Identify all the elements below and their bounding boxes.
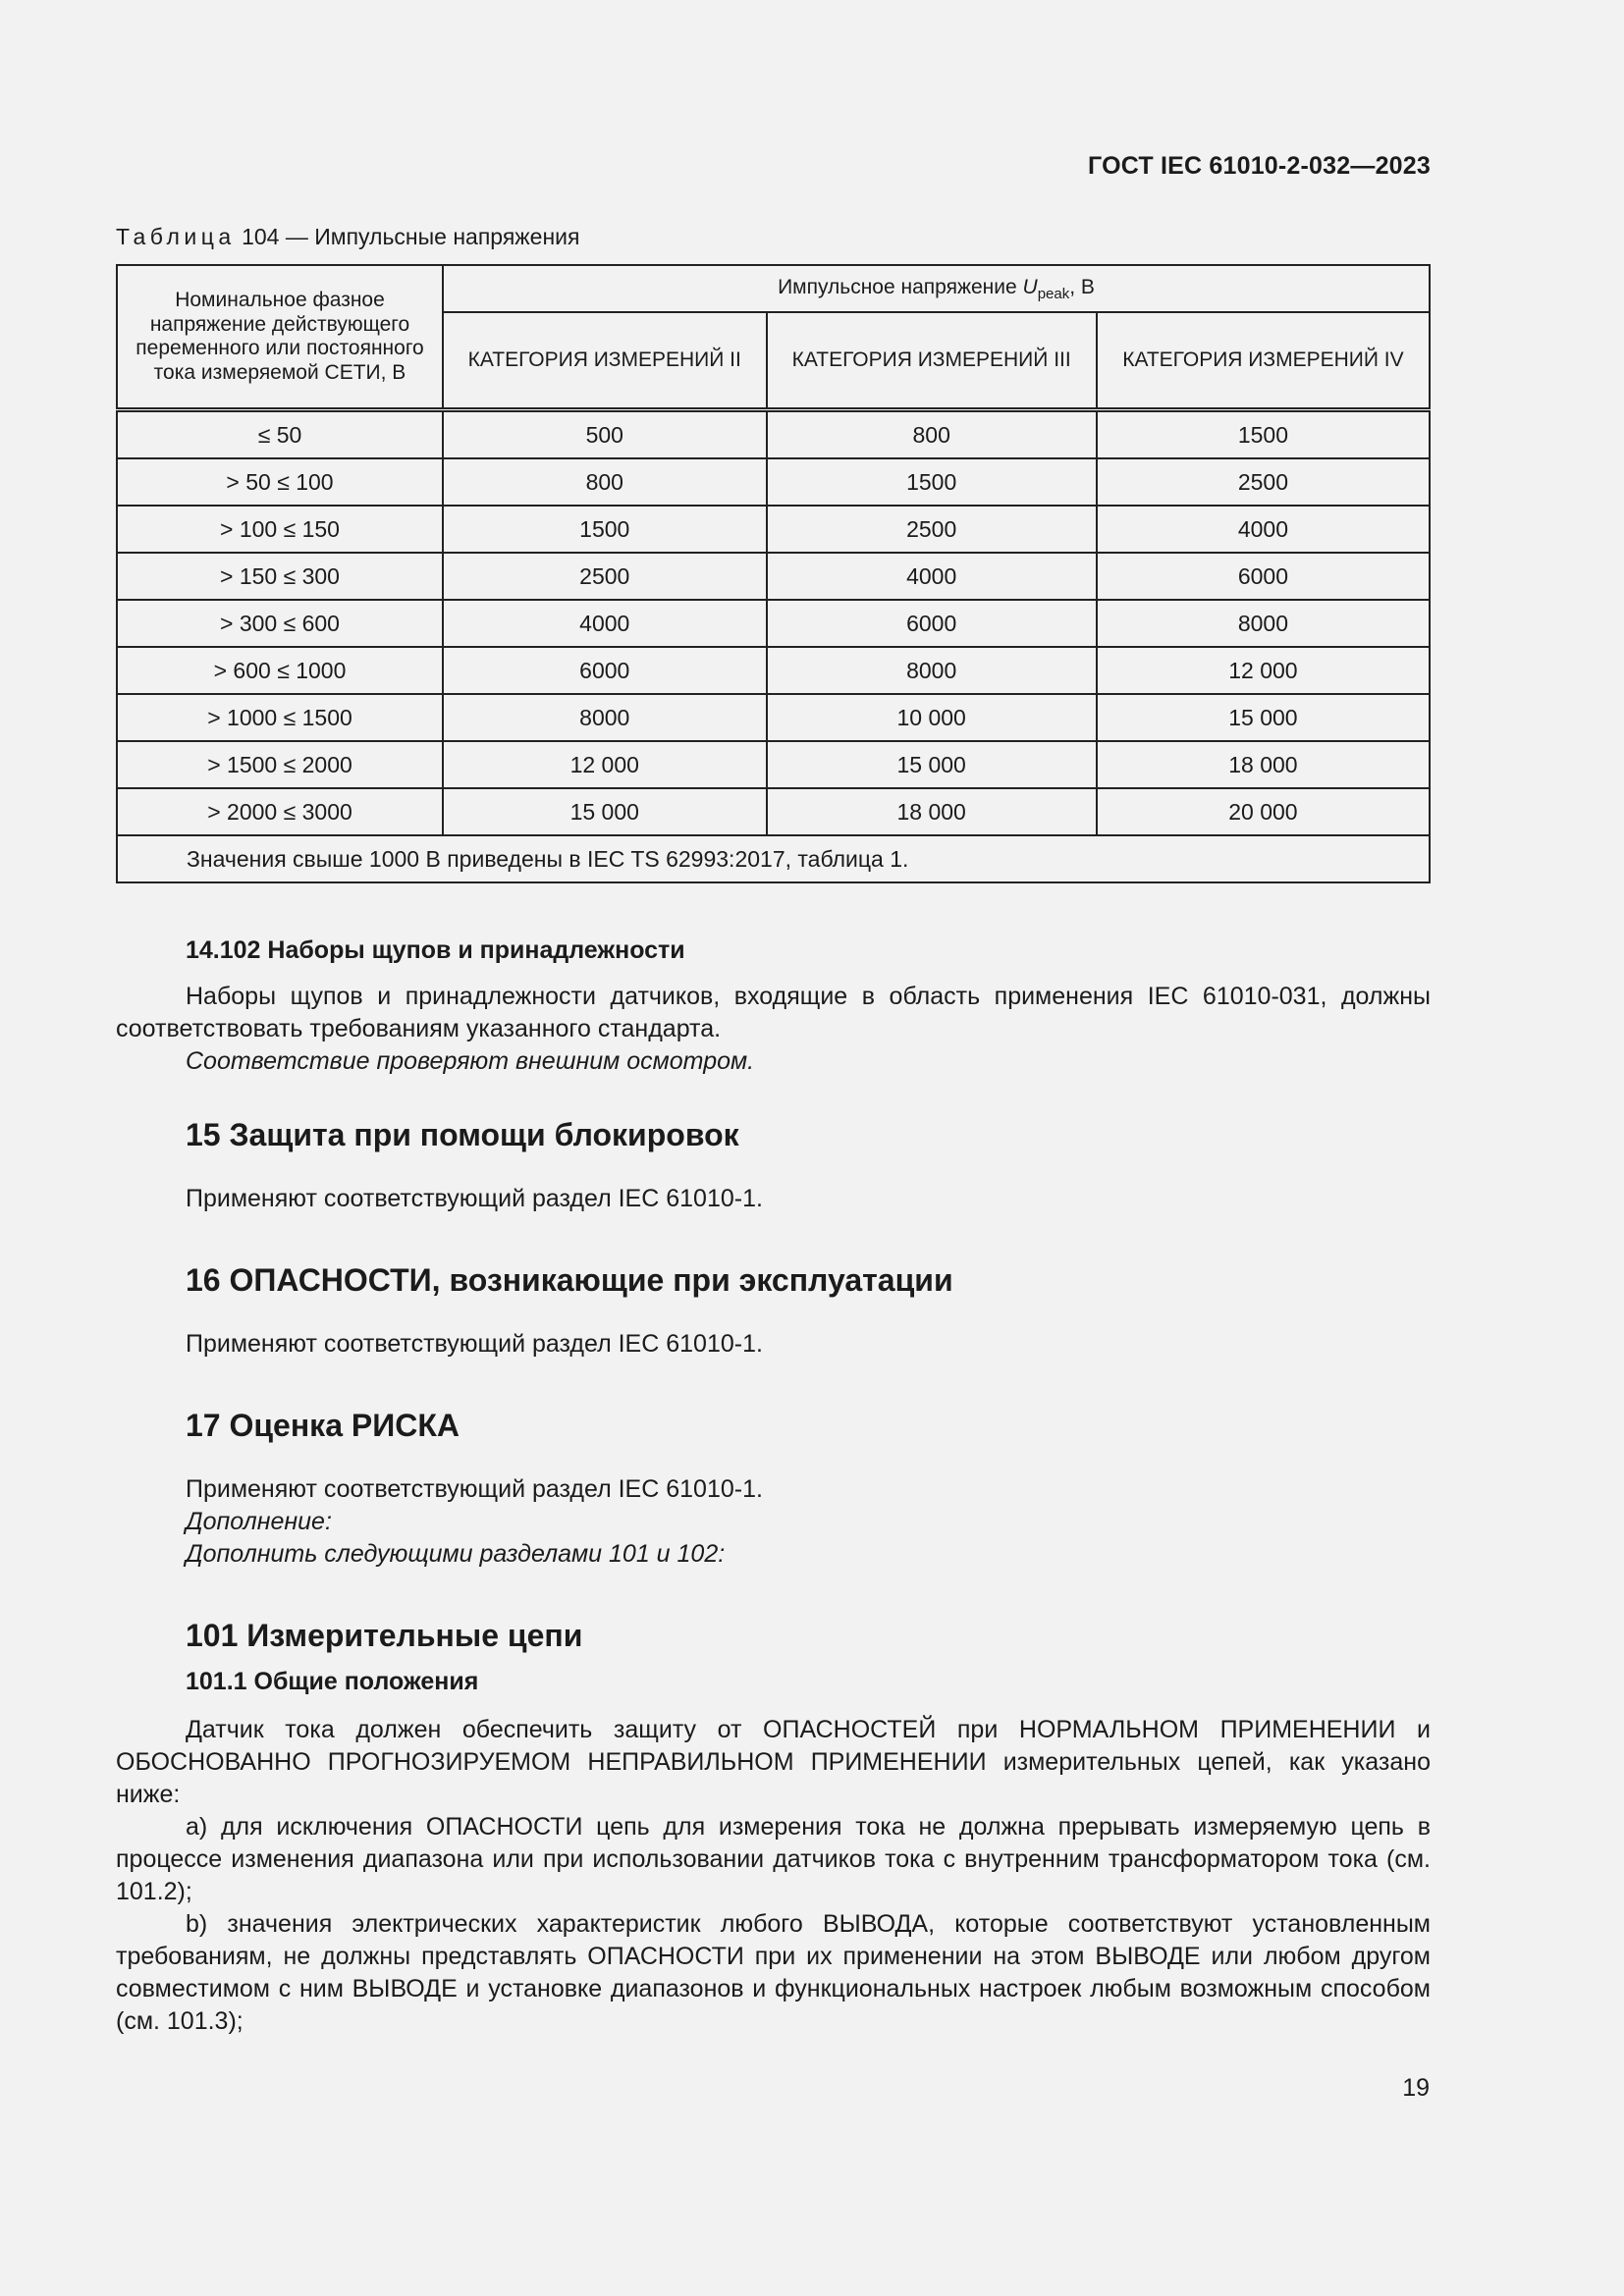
table-cell: 15 000: [443, 788, 767, 835]
table-cell: > 2000 ≤ 3000: [117, 788, 443, 835]
table-cell: > 50 ≤ 100: [117, 458, 443, 506]
table-cell: > 150 ≤ 300: [117, 553, 443, 600]
table-cell: 800: [443, 458, 767, 506]
table-cell: > 1000 ≤ 1500: [117, 694, 443, 741]
list-item: b) значения электрических характеристик любого ВЫВОДА, которые соответствуют установленным требованиям, не должны представлять ОПАСНОСТИ при их применении на этом ВЫВОДЕ или любом другом совместимом с ним ВЫВОДЕ и установке диапазонов и функциональных настроек любым возможным способом (см. 101.3);: [116, 1910, 1431, 2035]
compliance-check: Соответствие проверяют внешним осмотром.: [186, 1047, 755, 1075]
table-cell: 8000: [767, 647, 1097, 694]
table-cell: 2500: [1097, 458, 1430, 506]
table-caption: [116, 224, 1431, 250]
table-row: [117, 600, 1430, 647]
table-rowhead: Номинальное фазное напряжение действующего переменного или постоянного тока измеряемой СЕТИ, В: [117, 265, 443, 410]
table-cell: 6000: [767, 600, 1097, 647]
table-row: [117, 741, 1430, 788]
table-cell: > 600 ≤ 1000: [117, 647, 443, 694]
table-row: [117, 458, 1430, 506]
paragraph: Наборы щупов и принадлежности датчиков, входящие в область применения IEC 61010-031, должны соответствовать требованиям указанного стандарта.: [116, 983, 1431, 1042]
table-cell: 18 000: [767, 788, 1097, 835]
table-row: [117, 506, 1430, 553]
page-content: [116, 224, 1431, 2038]
section-heading-15: 15 Защита при помощи блокировок: [186, 1117, 739, 1152]
table-row: [117, 694, 1430, 741]
section-body-14102: [116, 981, 1431, 1078]
table-cell: > 300 ≤ 600: [117, 600, 443, 647]
section-body-101: [116, 1714, 1431, 2038]
page-number: 19: [1402, 2074, 1430, 2102]
subsection-heading-1011: 101.1 Общие положения: [186, 1668, 479, 1695]
addition-text: Дополнить следующими разделами 101 и 102:: [186, 1540, 726, 1568]
table-cell: 18 000: [1097, 741, 1430, 788]
paragraph: Применяют соответствующий раздел IEC 61010-1.: [186, 1185, 763, 1212]
table-cell: ≤ 50: [117, 410, 443, 459]
table-cell: 2500: [767, 506, 1097, 553]
table-category-header: КАТЕГОРИЯ ИЗМЕРЕНИЙ III: [767, 312, 1097, 410]
table-cell: 500: [443, 410, 767, 459]
table-cell: > 1500 ≤ 2000: [117, 741, 443, 788]
table-note-row: [117, 835, 1430, 882]
section-body-17: [116, 1473, 1431, 1571]
table-row: [117, 788, 1430, 835]
impulse-voltage-table: [116, 264, 1431, 883]
paragraph: Применяют соответствующий раздел IEC 61010-1.: [186, 1475, 763, 1503]
table-cell: 4000: [1097, 506, 1430, 553]
table-category-header: КАТЕГОРИЯ ИЗМЕРЕНИЙ II: [443, 312, 767, 410]
table-cell: 15 000: [1097, 694, 1430, 741]
table-cell: 6000: [1097, 553, 1430, 600]
section-heading-17: 17 Оценка РИСКА: [186, 1408, 460, 1443]
table-row: [117, 647, 1430, 694]
table-cell: 4000: [443, 600, 767, 647]
table-caption-title: 104 — Импульсные напряжения: [235, 224, 580, 249]
table-cell: 6000: [443, 647, 767, 694]
document-id-header: ГОСТ IEC 61010-2-032—2023: [1088, 152, 1431, 180]
table-caption-word: Таблица: [116, 224, 236, 249]
paragraph: Применяют соответствующий раздел IEC 61010-1.: [186, 1330, 763, 1358]
table-note: Значения свыше 1000 В приведены в IEC TS 62993:2017, таблица 1.: [117, 835, 1430, 882]
table-cell: 800: [767, 410, 1097, 459]
table-cell: 10 000: [767, 694, 1097, 741]
paragraph: Датчик тока должен обеспечить защиту от ОПАСНОСТЕЙ при НОРМАЛЬНОМ ПРИМЕНЕНИИ и ОБОСНОВАННО ПРОГНОЗИРУЕМОМ НЕПРАВИЛЬНОМ ПРИМЕНЕНИИ измерительных цепей, как указано ниже:: [116, 1716, 1431, 1808]
table-cell: 1500: [1097, 410, 1430, 459]
table-cell: 15 000: [767, 741, 1097, 788]
table-impulse-header: Импульсное напряжение $U_{peak}$, В: [443, 265, 1430, 312]
table-cell: 8000: [443, 694, 767, 741]
table-cell: > 100 ≤ 150: [117, 506, 443, 553]
table-cell: 12 000: [443, 741, 767, 788]
section-heading-101: 101 Измерительные цепи: [186, 1618, 583, 1653]
list-item: a) для исключения ОПАСНОСТИ цепь для измерения тока не должна прерывать измеряемую цепь в процессе изменения диапазона или при использовании датчиков тока с внутренним трансформатором тока (см. 101.2);: [116, 1813, 1431, 1905]
section-body-15: [116, 1183, 1431, 1215]
table-row: [117, 553, 1430, 600]
table-cell: 20 000: [1097, 788, 1430, 835]
section-heading-14102: 14.102 Наборы щупов и принадлежности: [186, 936, 685, 964]
table-cell: 1500: [767, 458, 1097, 506]
section-heading-16: 16 ОПАСНОСТИ, возникающие при эксплуатации: [186, 1262, 953, 1298]
section-body-16: [116, 1328, 1431, 1361]
table-row: [117, 410, 1430, 459]
table-cell: 1500: [443, 506, 767, 553]
table-cell: 12 000: [1097, 647, 1430, 694]
table-cell: 4000: [767, 553, 1097, 600]
table-category-header: КАТЕГОРИЯ ИЗМЕРЕНИЙ IV: [1097, 312, 1430, 410]
addition-label: Дополнение:: [186, 1508, 332, 1535]
table-cell: 2500: [443, 553, 767, 600]
table-cell: 8000: [1097, 600, 1430, 647]
